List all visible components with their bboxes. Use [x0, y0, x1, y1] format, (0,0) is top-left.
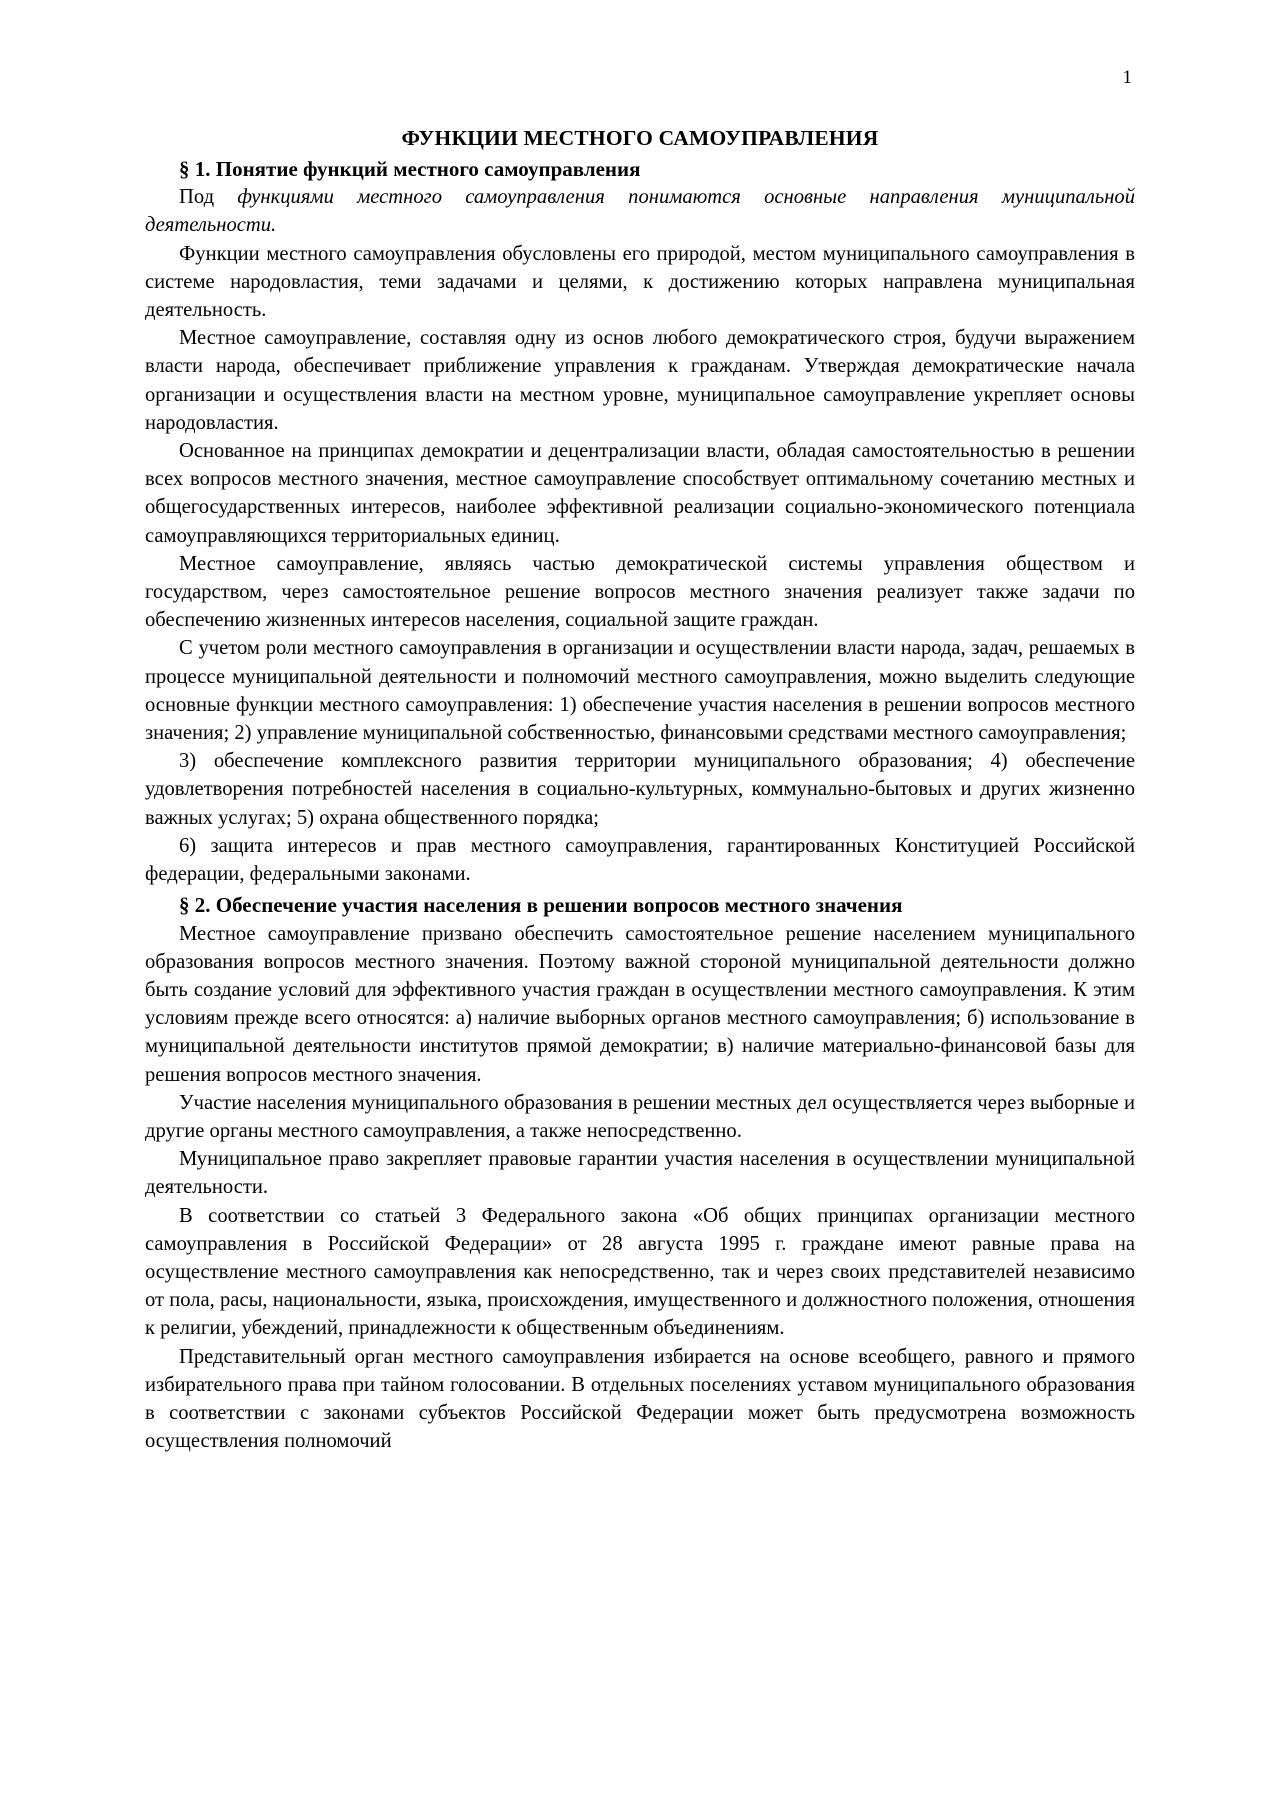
paragraph-definition-prefix: Под — [179, 186, 238, 209]
paragraph-13: Представительный орган местного самоуправления избирается на основе всеобщего, равного и прямого избирательного права при тайном голосовании. В отдельных поселениях уставом муниципального образования в соответствии с законами субъектов Российской Федерации может быть предусмотрена возможность осуществления полномочий — [145, 1345, 1135, 1453]
paragraph-10: Участие населения муниципального образования в решении местных дел осуществляется через выборные и другие органы местного самоуправления, а также непосредственно. — [145, 1091, 1135, 1142]
paragraph-definition-italic: функциями местного самоуправления понимаются основные направления муниципальной деятельности. — [145, 186, 1136, 237]
paragraph-12: В соответствии со статьей 3 Федерального закона «Об общих принципах организации местного самоуправления в Российской Федерации» от 28 августа 1995 г. граждане имеют равные права на осуществление местного самоуправления как непосредственно, так и через своих представителей независимо от пола, расы, национальности, языка, происхождения, имущественного и должностного положения, отношения к религии, убеждений, принадлежности к общественным объединениям. — [145, 1204, 1135, 1340]
section-heading-2: § 2. Обеспечение участия населения в решении вопросов местного значения — [179, 893, 903, 918]
paragraph-8: 6) защита интересов и прав местного самоуправления, гарантированных Конституцией Российской федерации, федеральными законами. — [145, 834, 1135, 886]
paragraph-5: Местное самоуправление, являясь частью демократической системы управления обществом и государством, через самостоятельное решение вопросов местного значения реализует также задачи по обеспечению жизненных интересов населения, социальной защите граждан. — [145, 552, 1135, 632]
paragraph-9: Местное самоуправление призвано обеспечить самостоятельное решение населением муниципального образования вопросов местного значения. Поэтому важной стороной муниципальной деятельности должно быть создание условий для эффективного участия граждан в осуществлении местного самоуправления. К этим условиям прежде всего относятся: а) наличие выборных органов местного самоуправления; б) использование в муниципальной деятельности институтов прямой демократии; в) наличие материально-финансовой базы для решения вопросов местного значения. — [145, 922, 1135, 1086]
section-heading-1: § 1. Понятие функций местного самоуправления — [179, 156, 641, 181]
paragraph-7: 3) обеспечение комплексного развития территории муниципального образования; 4) обеспечение удовлетворения потребностей населения в социально-культурных, коммунально-бытовых и других жизненно важных услугах; 5) охрана общественного порядка; — [145, 750, 1135, 829]
paragraph-11: Муниципальное право закрепляет правовые гарантии участия населения в осуществлении муниципальной деятельности. — [145, 1148, 1135, 1199]
paragraph-2: Функции местного самоуправления обусловлены его природой, местом муниципального самоуправления в системе народовластия, теми задачами и целями, к достижению которых направлена муниципальная деятельность. — [145, 242, 1135, 321]
page-title: ФУНКЦИИ МЕСТНОГО САМОУПРАВЛЕНИЯ — [401, 126, 879, 150]
paragraph-4: Основанное на принципах демократии и децентрализации власти, обладая самостоятельностью в решении всех вопросов местного значения, местное самоуправление способствует оптимальному сочетанию местных и общегосударственных интересов, наиболее эффективной реализации социально-экономического потенциала самоуправляющихся территориальных единиц. — [145, 440, 1135, 547]
paragraph-3: Местное самоуправление, составляя одну из основ любого демократического строя, будучи выражением власти народа, обеспечивает приближение управления к гражданам. Утверждая демократические начала организации и осуществления власти на местном уровне, муниципальное самоуправление укрепляет основы народовластия. — [145, 327, 1135, 434]
paragraph-definition — [145, 183, 1135, 239]
page-number: 1 — [1122, 67, 1132, 88]
paragraph-6: С учетом роли местного самоуправления в организации и осуществлении власти народа, задач, решаемых в процессе муниципальной деятельности и полномочий местного самоуправления, можно выделить следующие основные функции местного самоуправления: 1) обеспечение участия населения в решении вопросов местного значения; 2) управление муниципальной собственностью, финансовыми средствами местного самоуправления; — [145, 637, 1135, 745]
